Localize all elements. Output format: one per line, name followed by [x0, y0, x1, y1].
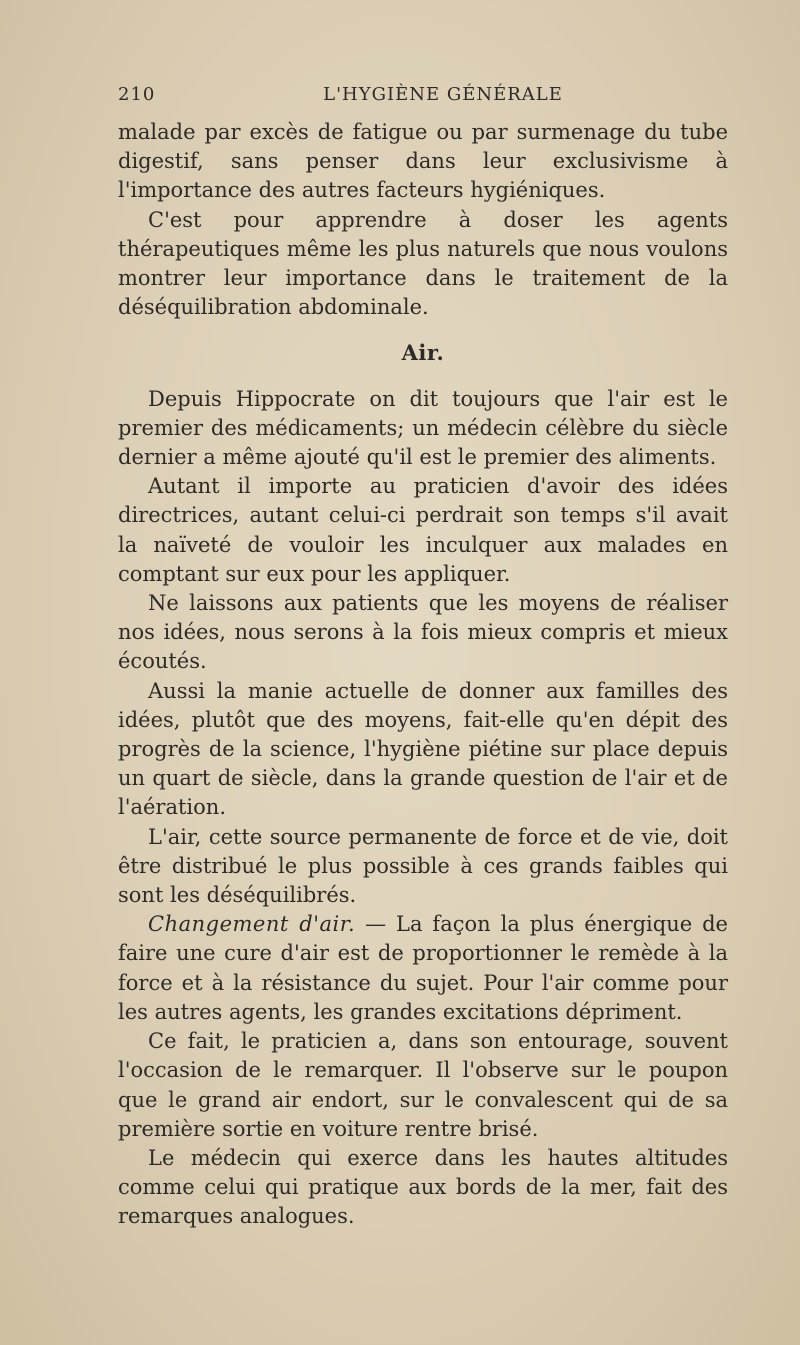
- paragraph: L'air, cette source permanente de force et de vie, doit être distribué le plus possible à ces grands faibles qui sont les déséquilibrés.: [118, 824, 728, 908]
- subsection-text: — La façon la plus énergique de faire une cure d'air est de proportionner le remède à la force et à la résistance du sujet. Pour l'air comme pour les autres agents, les grandes excitations dépriment.: [118, 912, 728, 1024]
- running-head: L'HYGIÈNE GÉNÉRALE: [323, 84, 563, 105]
- page-header: [118, 84, 728, 112]
- page-number: 210: [118, 84, 156, 105]
- paragraph: Depuis Hippocrate on dit toujours que l'air est le premier des médicaments; un médecin célèbre du siècle dernier a même ajouté qu'il est le premier des aliments.: [118, 386, 728, 470]
- paragraph: Ne laissons aux patients que les moyens de réaliser nos idées, nous serons à la fois mieux compris et mieux écoutés.: [118, 591, 728, 674]
- paragraph: C'est pour apprendre à doser les agents thérapeutiques même les plus naturels que nous voulons montrer leur importance dans le traitement de la déséquilibration abdominale.: [118, 207, 728, 320]
- paragraph: Le médecin qui exerce dans les hautes altitudes comme celui qui pratique aux bords de la mer, fait des remarques analogues.: [118, 1145, 728, 1229]
- body-text: [118, 118, 728, 1232]
- paragraph: malade par excès de fatigue ou par surmenage du tube digestif, sans penser dans leur exclusivisme à l'importance des autres facteurs hygiéniques.: [118, 120, 728, 203]
- subsection-title: Changement d'air.: [148, 912, 356, 937]
- paragraph: Ce fait, le praticien a, dans son entourage, souvent l'occasion de le remarquer. Il l'observe sur le poupon que le grand air endort, sur le convalescent qui de sa première sortie en voiture rentre brisé.: [118, 1029, 728, 1141]
- paragraph: Autant il importe au praticien d'avoir des idées directrices, autant celui-ci perdrait son temps s'il avait la naïveté de vouloir les inculquer aux malades en comptant sur eux pour les appliquer.: [118, 474, 728, 586]
- paragraph: Aussi la manie actuelle de donner aux familles des idées, plutôt que des moyens, fait-elle qu'en dépit des progrès de la science, l'hygiène piétine sur place depuis un quart de siècle, dans la grande question de l'air et de l'aération.: [118, 678, 728, 820]
- paragraph-changement: [118, 910, 728, 1027]
- section-heading: Air.: [401, 340, 445, 366]
